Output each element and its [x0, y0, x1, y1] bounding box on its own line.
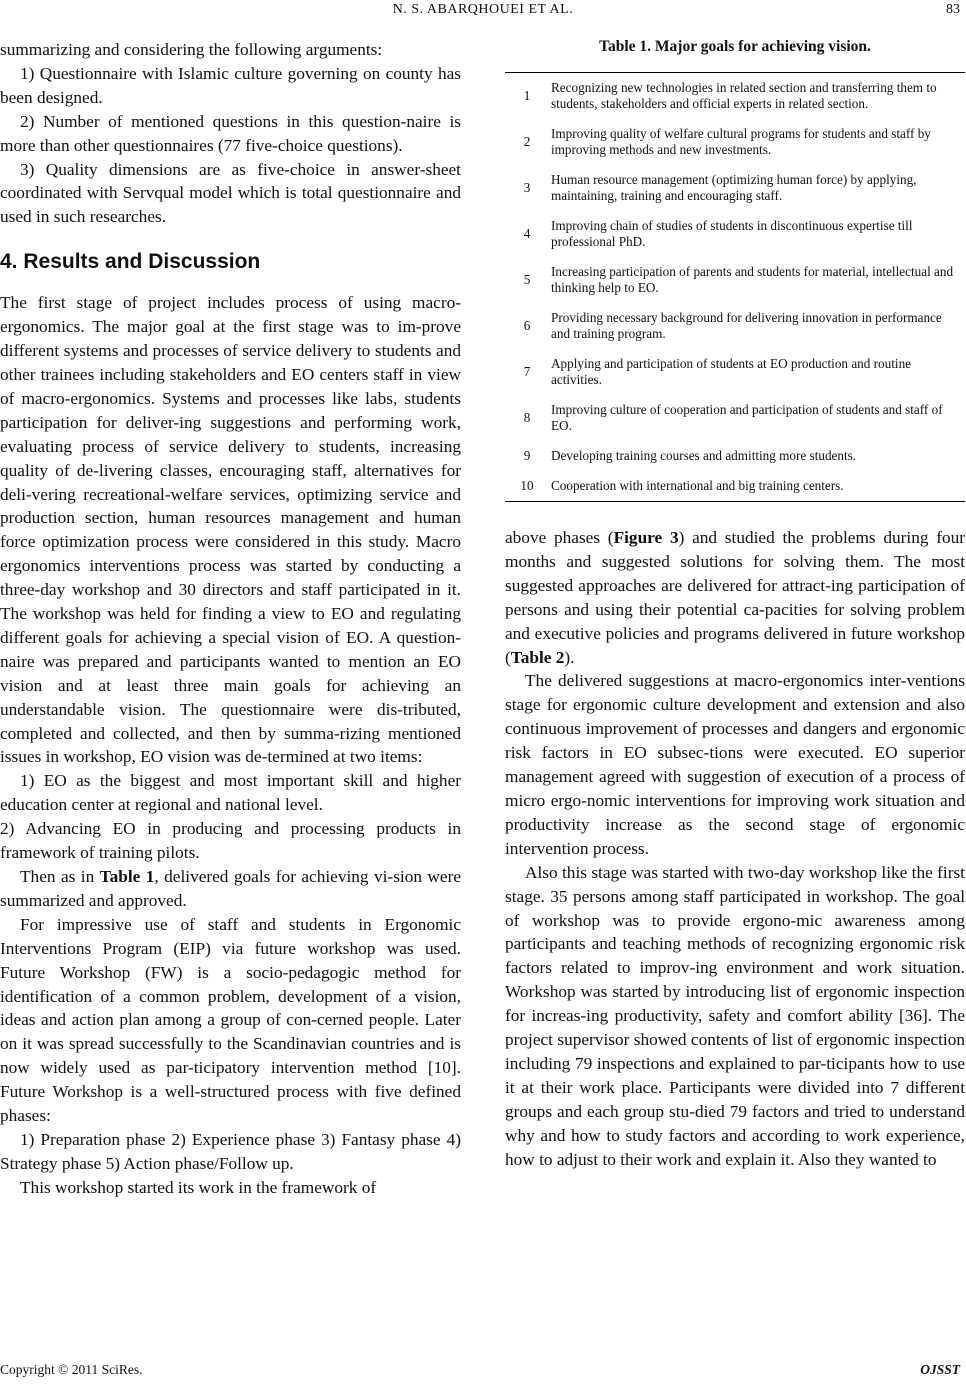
row-number: 1: [523, 88, 531, 103]
paragraph: This workshop started its work in the framework of: [20, 1177, 377, 1197]
table-row: [505, 395, 965, 441]
row-number: 7: [523, 364, 531, 379]
running-head: N. S. ABARQHOUEI ET AL.: [392, 2, 574, 17]
table-row: [505, 257, 965, 303]
paragraph: 2) Number of mentioned questions in this question-naire is more than other questionnaires (77 five-choice questions).: [0, 111, 461, 155]
row-text: Cooperation with international and big training centers.: [551, 478, 844, 493]
text-span: above phases (: [505, 528, 614, 547]
table-row: [505, 119, 965, 165]
paragraph: [0, 865, 461, 913]
row-text: Improving culture of cooperation and participation of students and staff of EO.: [551, 402, 943, 433]
goals-table: [505, 72, 965, 502]
row-text: Improving chain of studies of students in discontinuous expertise till professional PhD.: [551, 218, 913, 249]
row-number: 4: [523, 226, 531, 241]
row-number: 9: [523, 448, 531, 463]
row-text: Human resource management (optimizing human force) by applying, maintaining, training and encouraging staff.: [551, 172, 917, 203]
row-text: Applying and participation of students at EO production and routine activities.: [551, 356, 912, 387]
row-number: 8: [523, 410, 531, 425]
left-column: [0, 38, 461, 1200]
table-row: [505, 441, 965, 471]
paragraph: Also this stage was started with two-day workshop like the first stage. 35 persons among staff participated in workshop. The goal of workshop was to provide ergono-mic awareness among participants and teaching methods of recognizing ergonomic risk factors related to improv-ing environment and work situation. Workshop was started by introducing list of ergonomic inspection for increas-ing productivity, safety and comfort ability [36]. The project supervisor showed contents of list of ergonomic inspection including 79 inspections and explained to par-ticipants how to use it at their work place. Participants were divided into 7 different groups and each group stu-died 79 factors and tried to understand why and how to study factors and according to work experience, how to adjust to their work and explain it. Also they wanted to: [505, 862, 965, 1169]
copyright-notice: Copyright © 2011 SciRes.: [0, 1362, 143, 1377]
paragraph: 1) Questionnaire with Islamic culture governing on county has been designed.: [0, 63, 461, 107]
table-row: [505, 471, 965, 502]
page-number: 83: [946, 2, 960, 17]
row-number: 10: [520, 478, 534, 493]
row-text: Providing necessary background for delivering innovation in performance and training program.: [551, 310, 942, 341]
table-row: [505, 165, 965, 211]
row-text: Recognizing new technologies in related section and transferring them to students, stakeholders and official experts in related section.: [551, 80, 937, 111]
paragraph: The delivered suggestions at macro-ergonomics inter-ventions stage for ergonomic culture development and extension and also continuous improvement of processes and dangers and ergonomic risk factors in EO subsec-tions were executed. EO superior management agreed with suggestion of execution of a process of micro ergo-nomic interventions for improving work situation and productivity increase as the second stage of ergonomic intervention process.: [505, 671, 965, 858]
paragraph: 2) Advancing EO in producing and processing products in framework of training pilots.: [0, 819, 461, 863]
table-row: [505, 211, 965, 257]
text-span: , delivered goals for achieving vi-sion were summarized and approved.: [0, 867, 462, 910]
text-span: Then as in: [20, 867, 100, 886]
page-header: [0, 0, 966, 24]
section-heading: 4. Results and Discussion: [0, 250, 261, 274]
right-column: [505, 38, 965, 1171]
journal-name: OJSST: [920, 1362, 960, 1377]
text-span: ) and studied the problems during four months and suggested solutions for solving them. The most suggested approaches are delivered for attract-ing participation of persons and using their potential ca-pacities for solving problem and executive policies and programs delivered in future workshop (: [505, 528, 966, 667]
paragraph: The first stage of project includes process of using macro-ergonomics. The major goal at the first stage was to im-prove different systems and processes of service delivery to students and other trainees including stakeholders and EO centers staff in view of macro-ergonomics. Systems and processes like labs, students participation for deliver-ing suggestions and performing work, evaluating process of service delivery to students, increasing quality of de-livering classes, encouraging staff, alternatives for deli-vering recreational-welfare services, optimizing service and production section, human resources management and human force optimization process were considered in this study. Macro ergonomics interventions process was started by conducting a three-day workshop and 30 directors and staff participated in it. The workshop was held for finding a view to EO and regulating different goals for achieving a special vision of EO. A question-naire was prepared and participants wanted to mention an EO vision and at least three main goals for achieving an understandable vision. The questionnaire were dis-tributed, completed and collected, and then by summa-rizing mentioned issues in workshop, EO vision was de-termined at two items:: [0, 293, 461, 767]
table-caption: Table 1. Major goals for achieving vision.: [599, 38, 871, 55]
row-number: 2: [523, 134, 531, 149]
table-reference-link[interactable]: Table 1: [99, 867, 155, 886]
table-row: [505, 349, 965, 395]
table-reference-link[interactable]: Table 2: [510, 647, 565, 667]
row-number: 3: [523, 180, 531, 195]
paragraph: 1) Preparation phase 2) Experience phase 3) Fantasy phase 4) Strategy phase 5) Action phase/Follow up.: [0, 1129, 461, 1173]
table-row: [505, 73, 965, 120]
row-text: Increasing participation of parents and students for material, intellectual and thinking help to EO.: [551, 264, 954, 295]
table-row: [505, 303, 965, 349]
figure-reference-link[interactable]: Figure 3: [613, 528, 679, 547]
paragraph: For impressive use of staff and students in Ergonomic Interventions Program (EIP) via future workshop was used. Future Workshop (FW) is a socio-pedagogic method for identification of a common problem, development of a vision, ideas and action plan among a group of con-cerned people. Later on it was spread successfully to the Scandinavian countries and is now widely used as par-ticipatory intervention method [10]. Future Workshop is a well-structured process with five defined phases:: [0, 914, 461, 1126]
text-span: ).: [564, 647, 575, 667]
row-number: 6: [523, 318, 531, 333]
paragraph: [505, 526, 965, 669]
paragraph: 1) EO as the biggest and most important skill and higher education center at regional and national level.: [0, 771, 461, 815]
row-text: Developing training courses and admitting more students.: [551, 448, 857, 463]
paragraph: summarizing and considering the following arguments:: [0, 40, 383, 59]
row-text: Improving quality of welfare cultural programs for students and staff by improving methods and new investments.: [551, 126, 931, 157]
row-number: 5: [523, 272, 531, 287]
paragraph: 3) Quality dimensions are as five-choice in answer-sheet coordinated with Servqual model which is total questionnaire and used in such researches.: [0, 159, 461, 227]
